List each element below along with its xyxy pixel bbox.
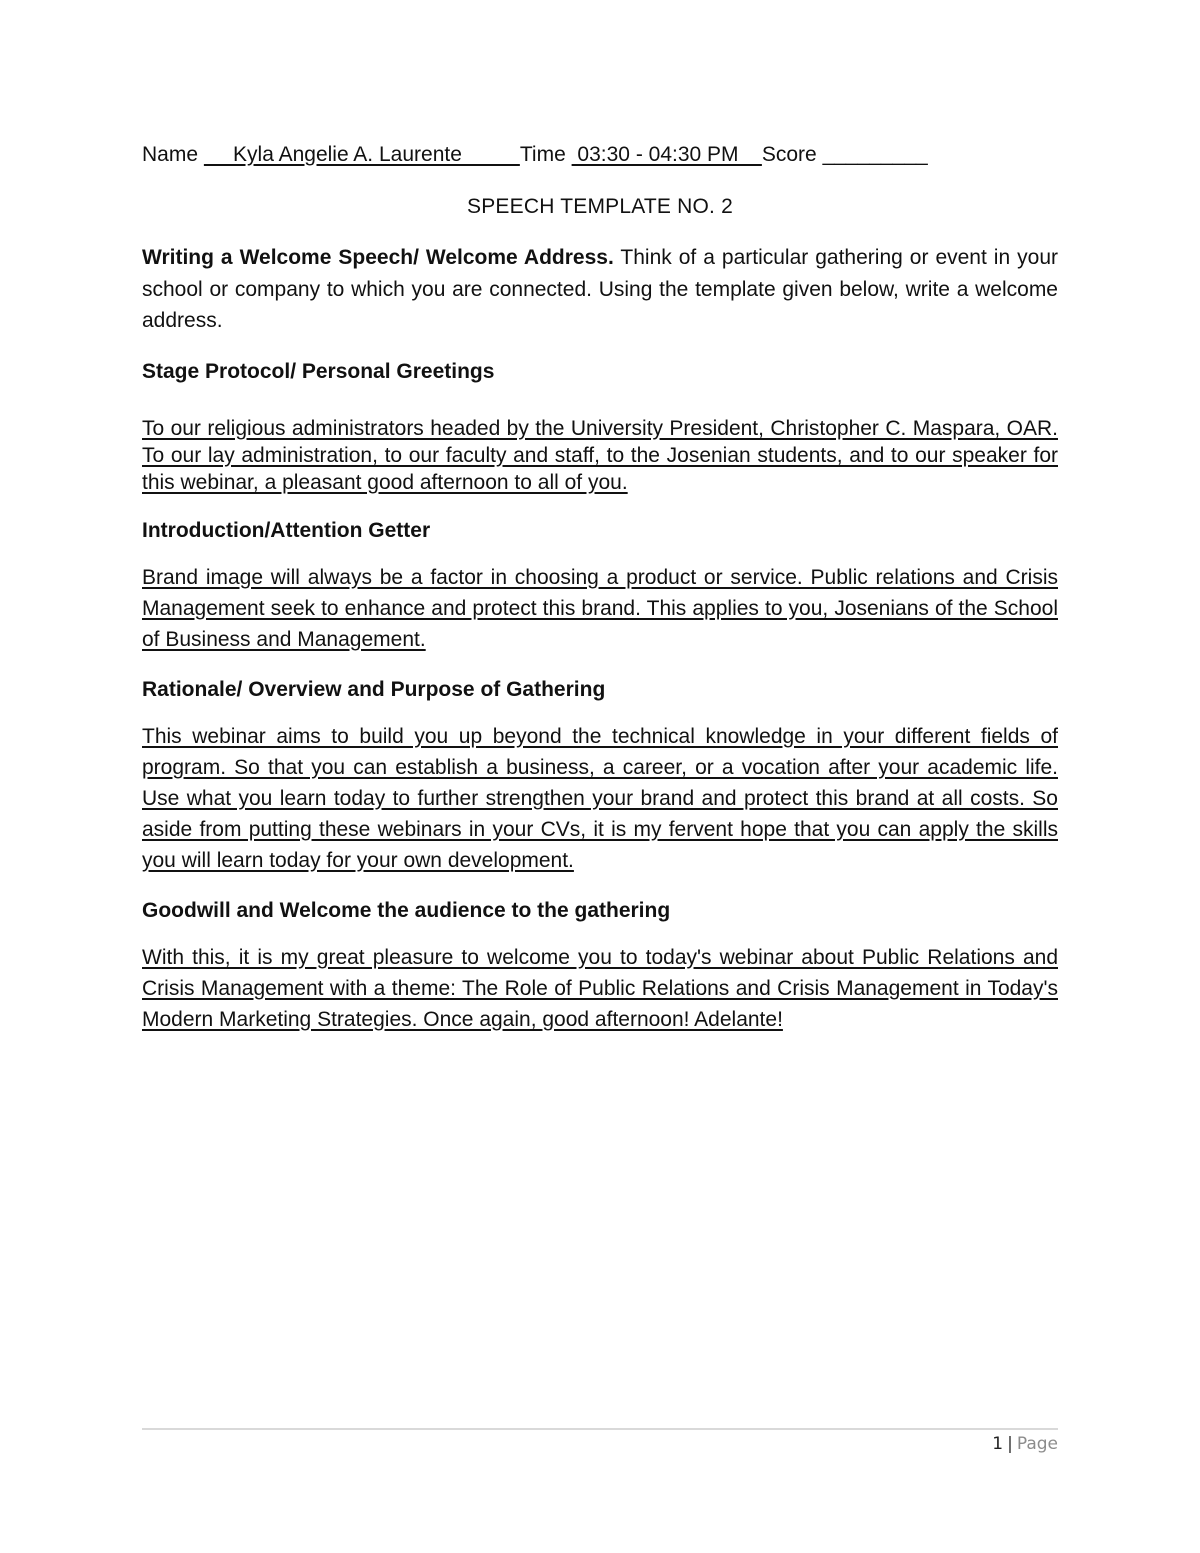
instructions-paragraph xyxy=(142,242,1058,337)
document-title: SPEECH TEMPLATE NO. 2 xyxy=(467,195,733,218)
section-heading-rationale: Rationale/ Overview and Purpose of Gathering xyxy=(142,677,606,701)
time-value: 03:30 - 04:30 PM xyxy=(571,143,762,166)
section-answer-rationale: This webinar aims to build you up beyond the technical knowledge in your different fields of program. So that you can establish a business, a career, or a vocation after your academic life. Use what you learn today to further strengthen your brand and protect this brand at all costs. So aside from putting these webinars in your CVs, it is my fervent hope that you can apply the skills you will learn today for your own development. xyxy=(142,724,1058,872)
section-answer-introduction: Brand image will always be a factor in choosing a product or service. Public relations and Crisis Management seek to enhance and protect this brand. This applies to you, Josenians of the School of Business and Management. xyxy=(142,565,1058,651)
section-heading-goodwill: Goodwill and Welcome the audience to the gathering xyxy=(142,898,671,922)
footer-divider xyxy=(142,1428,1058,1430)
time-label: Time xyxy=(519,143,566,166)
document-page xyxy=(142,140,1058,1035)
student-info-line xyxy=(142,140,1058,170)
score-label: Score xyxy=(761,143,817,166)
page-label: Page xyxy=(1016,1434,1058,1454)
page-number: 1 xyxy=(992,1434,1004,1454)
name-value: Kyla Angelie A. Laurente xyxy=(203,143,520,166)
section-heading-introduction: Introduction/Attention Getter xyxy=(142,518,431,542)
section-heading-stage-protocol: Stage Protocol/ Personal Greetings xyxy=(142,359,495,383)
instructions-lead: Writing a Welcome Speech/ Welcome Address. xyxy=(142,246,614,269)
section-answer-stage-protocol: To our religious administrators headed by the University President, Christopher C. Maspara, OAR. To our lay administration, to our faculty and staff, to the Josenian students, and to our speaker for this webinar, a pleasant good afternoon to all of you. xyxy=(142,416,1058,494)
name-label: Name xyxy=(142,143,199,166)
section-answer-goodwill: With this, it is my great pleasure to welcome you to today's webinar about Public Relations and Crisis Management with a theme: The Role of Public Relations and Crisis Management in Today's Modern Marketing Strategies. Once again, good afternoon! Adelante! xyxy=(142,945,1058,1031)
page-separator: | xyxy=(1007,1434,1013,1454)
instructions-body: Think of a particular gathering or event in your school or company to which you are connected. Using the template given below, write a welcome address. xyxy=(142,246,1058,332)
page-footer xyxy=(992,1432,1058,1456)
score-value: _________ xyxy=(822,143,928,166)
